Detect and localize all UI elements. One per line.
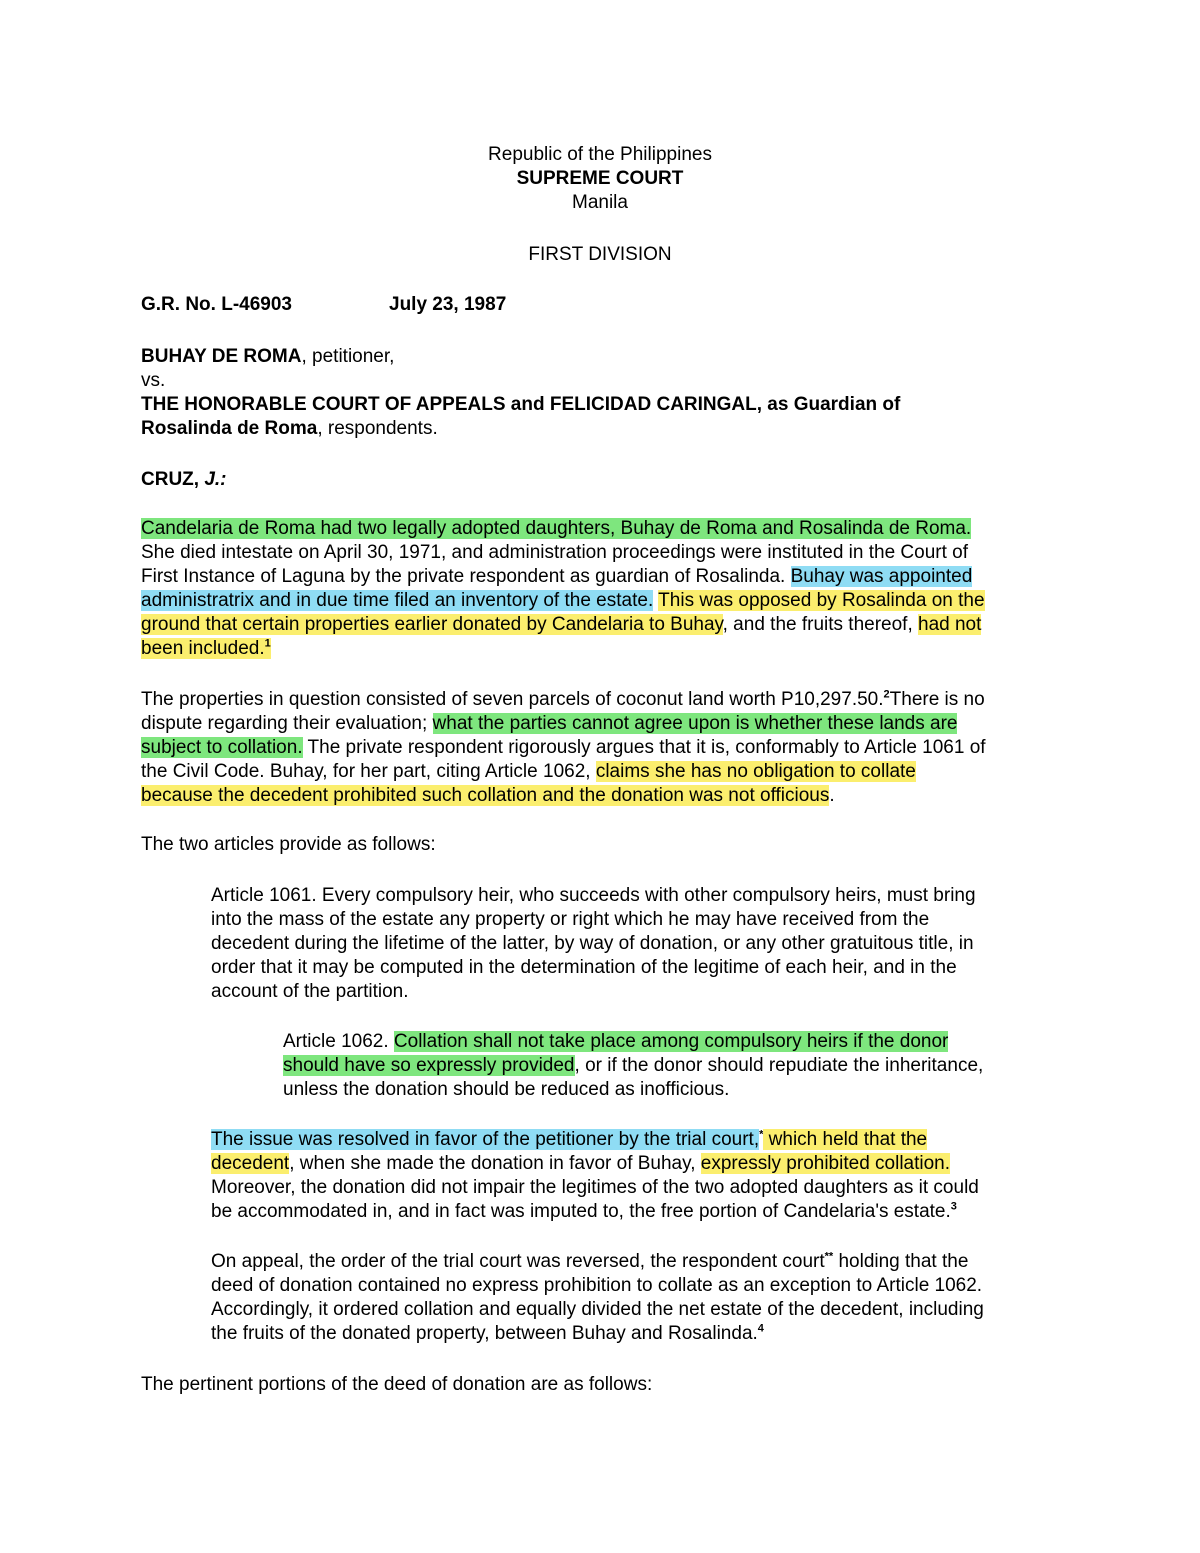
ponente: CRUZ, J.: bbox=[141, 469, 227, 490]
highlight-yellow: which held that the bbox=[763, 1129, 928, 1150]
highlight-yellow: had not bbox=[918, 614, 982, 635]
court-heading: SUPREME COURT bbox=[516, 168, 684, 189]
footnote-ref-star[interactable]: * bbox=[759, 1128, 764, 1141]
highlight-yellow: been included.$^1$ bbox=[141, 637, 271, 659]
highlight-blue: Buhay was appointed bbox=[790, 566, 973, 587]
article-1061-quote: Article 1061. Every compulsory heir, who succeeds with other compulsory heirs, must bring into the mass of the estate any property or right which he may have received from the decedent during the lifetime of the latter, by way of donation, or any other gratuitous title, in order that it may be computed in the determination of the legitime of each heir, and in the account of the partition. bbox=[211, 885, 976, 1002]
gr-number: G.R. No. L-46903 bbox=[141, 294, 292, 315]
footnote-ref-1[interactable]: 1 bbox=[264, 637, 271, 650]
highlight-green: subject to collation. bbox=[141, 737, 303, 758]
highlight-green: Collation shall not take place among compulsory heirs if the donor bbox=[393, 1031, 949, 1052]
paragraph-3: The two articles provide as follows: bbox=[141, 834, 436, 855]
highlight-green: Candelaria de Roma had two legally adopted daughters, Buhay de Roma and Rosalinda de Roma. bbox=[141, 518, 972, 539]
highlight-yellow: This was opposed by Rosalinda on the bbox=[658, 590, 985, 611]
highlight-blue: The issue was resolved in favor of the petitioner by the trial court, bbox=[211, 1129, 760, 1150]
footnote-ref-2[interactable]: 2 bbox=[883, 688, 890, 701]
footnote-ref-double-star[interactable]: ** bbox=[824, 1250, 834, 1263]
petitioner-name: BUHAY DE ROMA bbox=[141, 346, 302, 367]
article-1062-quote: Article 1062. Collation shall not take place among compulsory heirs if the donor should have so expressly provided, or if the donor should repudiate the inheritance, unless the donation should be reduced as inofficious. bbox=[283, 1031, 984, 1100]
republic-heading: Republic of the Philippines bbox=[488, 144, 712, 165]
paragraph-1: Candelaria de Roma had two legally adopted daughters, Buhay de Roma and Rosalinda de Roma. She died intestate on April 30, 1971, and administration proceedings were instituted in the Court of First Instance of Laguna by the private respondent as guardian of Rosalinda. Buhay was appointed administratrix and in due time filed an inventory of the estate. This was opposed by Rosalinda on the ground that certain properties earlier donated by Candelaria to Buhay, and the fruits thereof, had not been included.$^1$ bbox=[141, 518, 985, 659]
petitioner-role: , petitioner, bbox=[301, 346, 395, 367]
highlight-yellow: ground that certain properties earlier donated by Candelaria to Buhay bbox=[141, 614, 723, 635]
petitioner-line bbox=[141, 345, 1071, 369]
paragraph-6: The pertinent portions of the deed of donation are as follows: bbox=[141, 1374, 653, 1395]
division-heading: FIRST DIVISION bbox=[528, 244, 672, 265]
case-number-line bbox=[141, 293, 1071, 317]
case-parties bbox=[141, 345, 1071, 441]
highlight-yellow: expressly prohibited collation. bbox=[700, 1153, 951, 1174]
paragraph-4: The issue was resolved in favor of the petitioner by the trial court,* which held that the decedent, when she made the donation in favor of Buhay, expressly prohibited collation. Moreover, the donation did not impair the legitimes of the two adopted daughters as it could be accommodated in, and in fact was imputed to, the free portion of Candelaria's estate.$^3$ bbox=[211, 1128, 979, 1222]
highlight-yellow: decedent bbox=[211, 1153, 290, 1174]
paragraph-5: On appeal, the order of the trial court was reversed, the respondent court** holding that the deed of donation contained no express prohibition to collate as an exception to Article 1062. Accordingly, it ordered collation and equally divided the net estate of the decedent, including the fruits of the donated property, between Buhay and Rosalinda.$^4$ bbox=[211, 1250, 984, 1344]
highlight-yellow: claims she has no obligation to collate bbox=[595, 761, 916, 782]
versus: vs. bbox=[141, 370, 166, 391]
highlight-blue: administratrix and in due time filed an inventory of the estate. bbox=[141, 590, 654, 611]
highlight-green: should have so expressly provided bbox=[283, 1055, 575, 1076]
respondent-name: Rosalinda de Roma bbox=[141, 418, 318, 439]
decision-date: July 23, 1987 bbox=[389, 294, 507, 315]
respondents-line-2 bbox=[141, 417, 1071, 441]
paragraph-2: The properties in question consisted of seven parcels of coconut land worth P10,297.50.$^2$There is no dispute regarding their evaluation; what the parties cannot agree upon is whether these lands are subject to collation. The private respondent rigorously argues that it is, conformably to Article 1061 of the Civil Code. Buhay, for her part, citing Article 1062, claims she has no obligation to collate because the decedent prohibited such collation and the donation was not officious. bbox=[141, 688, 986, 806]
respondents-line-1: THE HONORABLE COURT OF APPEALS and FELICIDAD CARINGAL, as Guardian of bbox=[141, 394, 901, 415]
footnote-ref-3[interactable]: 3 bbox=[950, 1200, 957, 1213]
highlight-green: what the parties cannot agree upon is whether these lands are bbox=[432, 713, 958, 734]
city-heading: Manila bbox=[572, 192, 628, 213]
footnote-ref-4[interactable]: 4 bbox=[757, 1322, 764, 1335]
respondents-role: , respondents. bbox=[317, 418, 438, 439]
highlight-yellow: because the decedent prohibited such collation and the donation was not officious bbox=[141, 785, 830, 806]
